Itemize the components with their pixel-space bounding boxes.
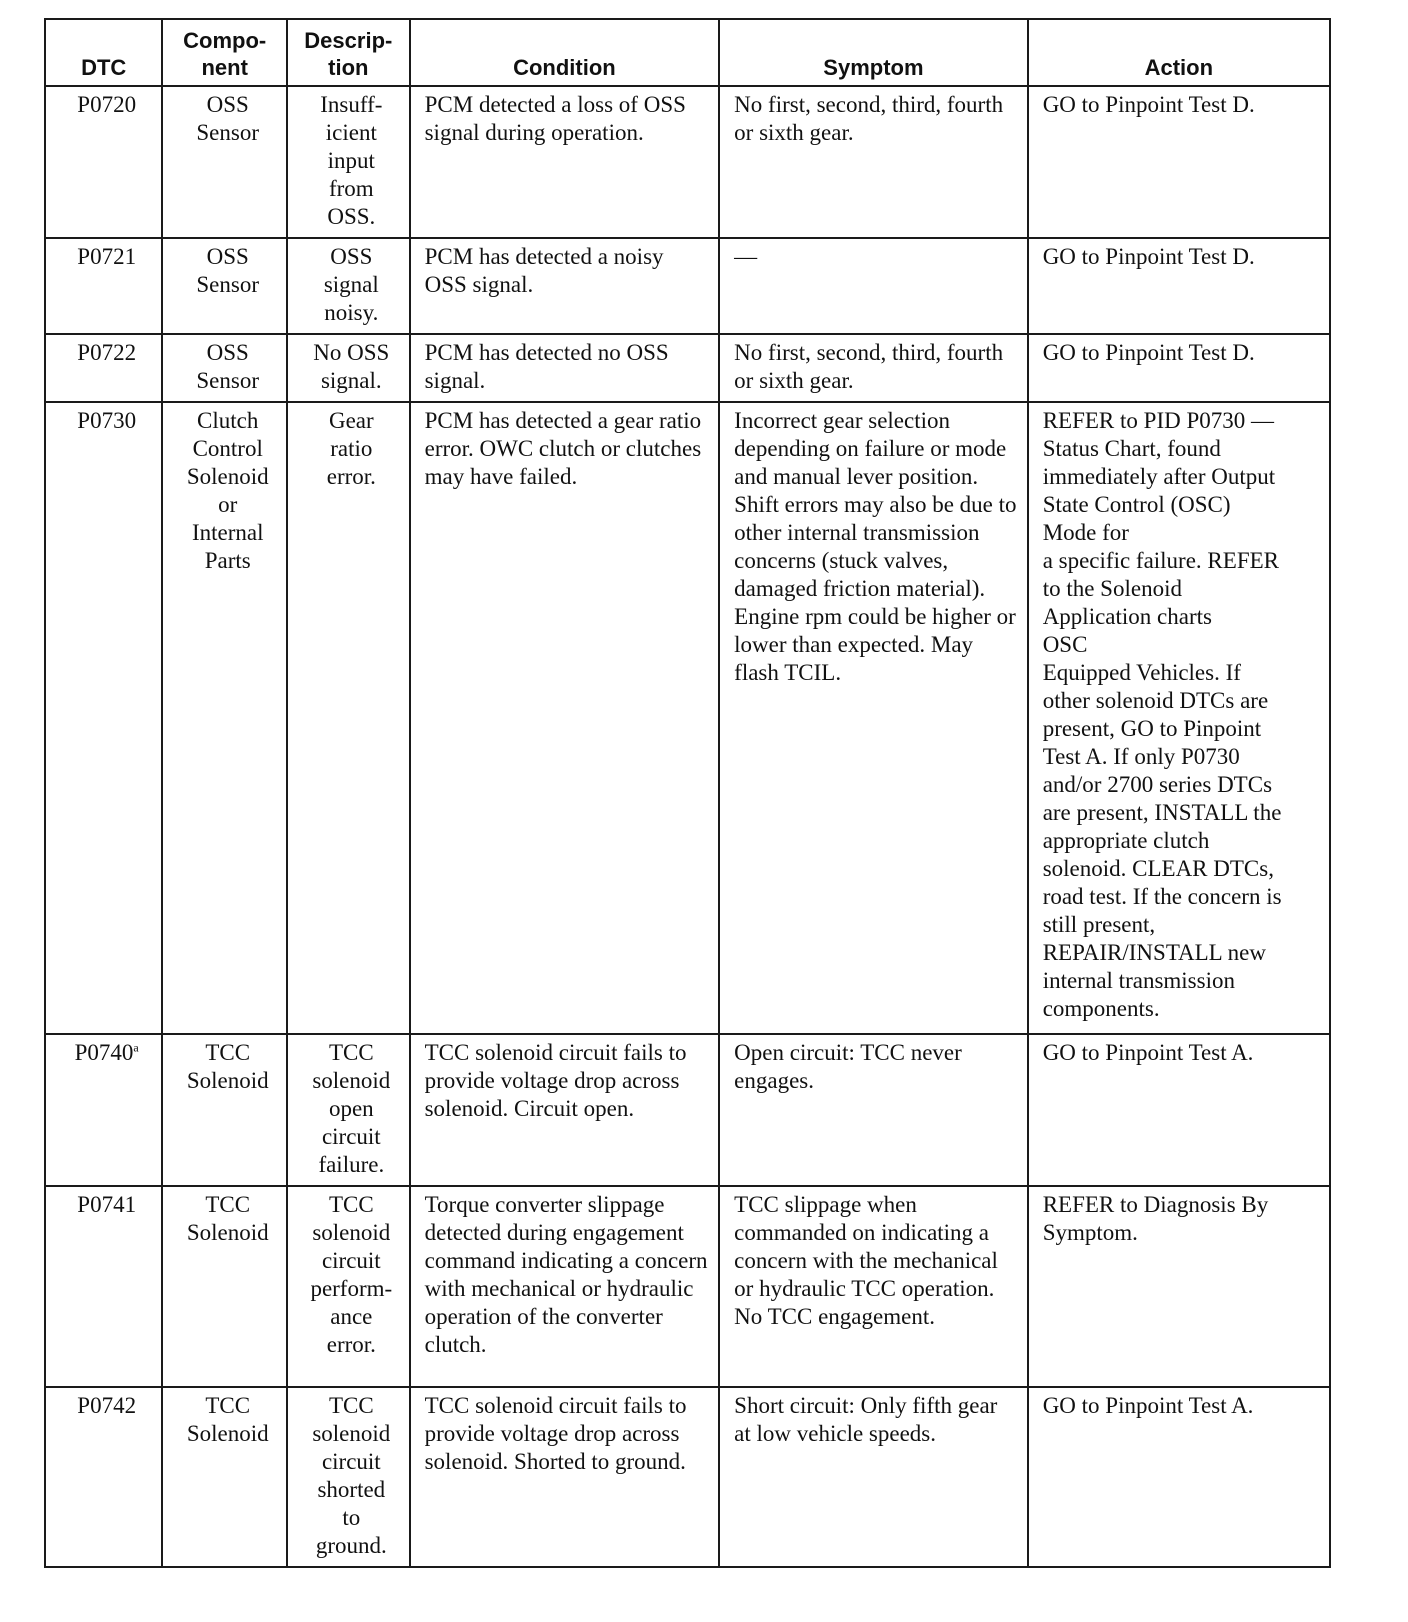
symptom-cell: Incorrect gear selection depending on failure or mode and manual lever position. Shift errors may also be due to other internal transmission concerns (stuck valves, damaged friction material). Engine rpm could be higher or lower than expected. May flash TCIL. xyxy=(719,402,1028,1034)
dtc-table xyxy=(44,18,1331,1568)
footnote-marker: a xyxy=(133,1040,139,1055)
table-header-row xyxy=(45,19,1330,86)
component-cell: OSS Sensor xyxy=(162,86,287,238)
action-cell: REFER to PID P0730 — Status Chart, found immediately after Output State Control (OSC) Mode for a specific failure. REFER to the Solenoid Application charts OSC Equipped Vehicles. If other solenoid DTCs are present, GO to Pinpoint Test A. If only P0730 and/or 2700 series DTCs are present, INSTALL the appropriate clutch solenoid. CLEAR DTCs, road test. If the concern is still present, REPAIR/INSTALL new internal transmission components. xyxy=(1028,402,1330,1034)
action-cell: GO to Pinpoint Test D. xyxy=(1028,238,1330,334)
header-condition: Condition xyxy=(410,19,720,86)
symptom-cell: No first, second, third, fourth or sixth gear. xyxy=(719,86,1028,238)
header-description: Descrip- tion xyxy=(287,19,410,86)
condition-cell: TCC solenoid circuit fails to provide voltage drop across solenoid. Circuit open. xyxy=(410,1034,720,1186)
symptom-cell: Open circuit: TCC never engages. xyxy=(719,1034,1028,1186)
dtc-cell: P0722 xyxy=(45,334,162,402)
component-cell: TCC Solenoid xyxy=(162,1186,287,1387)
table-row xyxy=(45,1186,1330,1387)
header-dtc: DTC xyxy=(45,19,162,86)
condition-cell: Torque converter slippage detected during engagement command indicating a concern with mechanical or hydraulic operation of the converter clutch. xyxy=(410,1186,720,1387)
dtc-cell: P0740$^a$ xyxy=(45,1034,162,1186)
condition-cell: PCM has detected a gear ratio error. OWC clutch or clutches may have failed. xyxy=(410,402,720,1034)
condition-cell: PCM detected a loss of OSS signal during operation. xyxy=(410,86,720,238)
header-component: Compo- nent xyxy=(162,19,287,86)
symptom-cell: No first, second, third, fourth or sixth gear. xyxy=(719,334,1028,402)
dtc-cell: P0730 xyxy=(45,402,162,1034)
table-row xyxy=(45,402,1330,1034)
description-cell: OSS signal noisy. xyxy=(287,238,410,334)
action-cell: GO to Pinpoint Test A. xyxy=(1028,1034,1330,1186)
action-cell: GO to Pinpoint Test D. xyxy=(1028,86,1330,238)
dtc-cell: P0720 xyxy=(45,86,162,238)
description-cell: TCC solenoid circuit shorted to ground. xyxy=(287,1387,410,1567)
dtc-cell: P0742 xyxy=(45,1387,162,1567)
component-cell: OSS Sensor xyxy=(162,238,287,334)
description-cell: Gear ratio error. xyxy=(287,402,410,1034)
description-cell: TCC solenoid open circuit failure. xyxy=(287,1034,410,1186)
condition-cell: PCM has detected a noisy OSS signal. xyxy=(410,238,720,334)
action-cell: REFER to Diagnosis By Symptom. xyxy=(1028,1186,1330,1387)
header-symptom: Symptom xyxy=(719,19,1028,86)
table-row xyxy=(45,334,1330,402)
symptom-cell: TCC slippage when commanded on indicating a concern with the mechanical or hydraulic TCC operation. No TCC engagement. xyxy=(719,1186,1028,1387)
component-cell: TCC Solenoid xyxy=(162,1034,287,1186)
table-row xyxy=(45,1387,1330,1567)
action-cell: GO to Pinpoint Test A. xyxy=(1028,1387,1330,1567)
table-row xyxy=(45,86,1330,238)
table-row xyxy=(45,1034,1330,1186)
component-cell: TCC Solenoid xyxy=(162,1387,287,1567)
dtc-cell: P0721 xyxy=(45,238,162,334)
component-cell: Clutch Control Solenoid or Internal Parts xyxy=(162,402,287,1034)
component-cell: OSS Sensor xyxy=(162,334,287,402)
header-action: Action xyxy=(1028,19,1330,86)
description-cell: Insuff- icient input from OSS. xyxy=(287,86,410,238)
dtc-cell: P0741 xyxy=(45,1186,162,1387)
description-cell: TCC solenoid circuit perform- ance error. xyxy=(287,1186,410,1387)
condition-cell: TCC solenoid circuit fails to provide voltage drop across solenoid. Shorted to ground. xyxy=(410,1387,720,1567)
condition-cell: PCM has detected no OSS signal. xyxy=(410,334,720,402)
symptom-cell: — xyxy=(719,238,1028,334)
description-cell: No OSS signal. xyxy=(287,334,410,402)
symptom-cell: Short circuit: Only fifth gear at low vehicle speeds. xyxy=(719,1387,1028,1567)
table-row xyxy=(45,238,1330,334)
action-cell: GO to Pinpoint Test D. xyxy=(1028,334,1330,402)
